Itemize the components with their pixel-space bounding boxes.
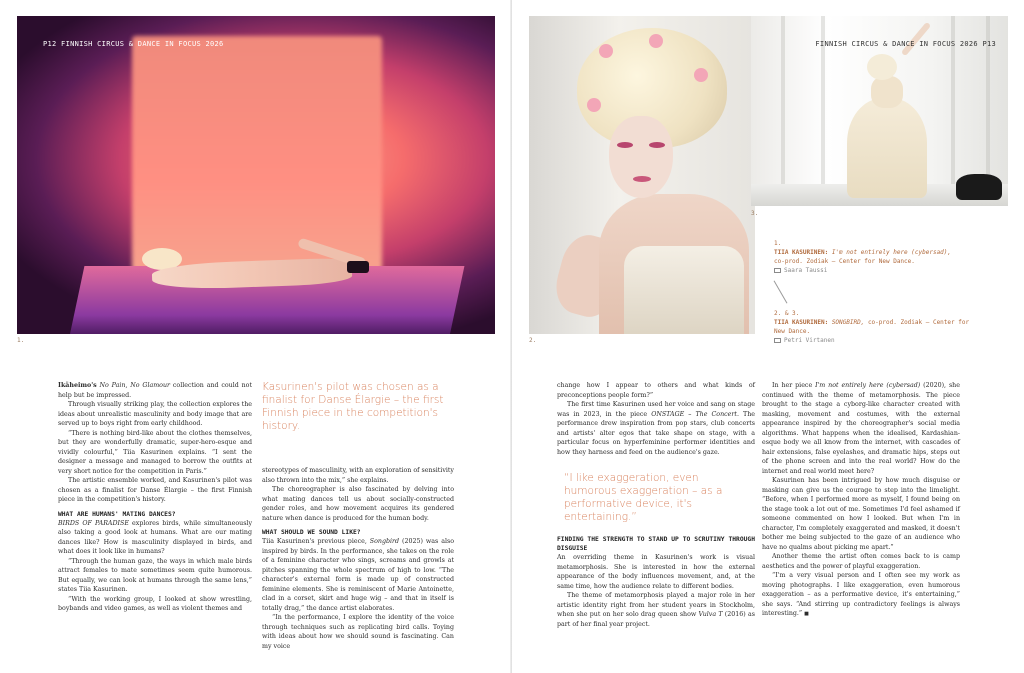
paragraph: Through visually striking play, the collection explores the ideas about unrealistic masculinity and body image that are served up to boys right from early childhood. (58, 401, 252, 427)
caption-work-title: I'm not entirely here (cybersad), (831, 249, 952, 256)
end-mark-icon: ■ (804, 611, 809, 617)
performer-torso (871, 76, 903, 108)
camera-icon (774, 338, 781, 343)
section-heading: WHAT ARE HUMANS' MATING DANCES? (58, 510, 176, 518)
wig-flower (587, 98, 601, 112)
caption-number: 2. & 3. (774, 310, 800, 317)
paragraph: Ikäheimo's No Pain, No Glamour collection and could not help but be impressed. (58, 382, 252, 399)
paragraph: change how I appear to others and what kinds of preconceptions people form?” (557, 382, 755, 399)
photo-number-1: 1. (17, 337, 25, 344)
caption-coproduction: co-prod. Zodiak – Center for New Dance. (774, 258, 915, 265)
performer-raised-arm (901, 22, 931, 56)
paragraph: The choreographer is also fascinated by delving into what mating dances tell us about socially-constructed gender roles, and how movement acquires its gendered nature when dance is produced for the human body. (262, 486, 454, 522)
paragraph: “With the working group, I looked at show wrestling, boybands and video games, as well as violent themes and (58, 595, 252, 612)
performer-shoe (347, 261, 369, 273)
caption-coproduction: co-prod. Zodiak – Center for New Dance. (774, 319, 970, 335)
pull-quote-left: Kasurinen's pilot was chosen as a finalist for Danse Élargie – the first Finnish piece in the competition's history. (262, 381, 444, 432)
photo-performer-closeup (529, 16, 755, 334)
pull-quote-right: “I like exaggeration, even humorous exaggeration – as a performative device, it's entertaining.” (564, 472, 723, 523)
text-column-3-continued (557, 535, 755, 629)
section-heading: WHAT SHOULD WE SOUND LIKE? (262, 529, 361, 536)
performer-corset (624, 246, 744, 334)
caption-artist: TIIA KASURINEN: (774, 319, 829, 326)
wig-flower (694, 68, 708, 82)
photo-performer-lying-on-stage (17, 16, 495, 334)
performer-head (867, 54, 897, 80)
paragraph: BIRDS OF PARADISE explores birds, while simultaneously also taking a good look at humans. What are our mating dances like? How is masculinity displayed in birds, and what does it look like in humans? (58, 519, 253, 555)
caption-work-title: SONGBIRD, (831, 319, 865, 326)
photo-number-2: 2. (529, 337, 537, 344)
paragraph: An overriding theme in Kasurinen's work is visual metamorphosis. She is interested in how the external appearance of the body influences movement, and, at the same time, how the audience relate to different bodies. (557, 554, 755, 590)
photo-captions (774, 239, 974, 345)
text-column-4 (762, 381, 960, 620)
performer-face (609, 116, 673, 198)
text-column-2 (262, 466, 454, 651)
paragraph: Another theme the artist often comes back to is camp aesthetics and the power of playful exaggeration. (762, 553, 960, 570)
paragraph: In her piece I'm not entirely here (cybersad) (2020), she continued with the theme of metamorphosis. The piece brought to the stage a cyborg-like character created with masking, movement and costumes, with the external appearance inspired by the choreographer's social media algorithms. What happens when the idealised, Kardashian-esque body we all know from the internet, with cascades of hair extensions, false eyelashes, and dramatic hips, steps out of the phone screen and into the real world? How do the internet and real world meet here? (762, 382, 960, 475)
paragraph: The artistic ensemble worked, and Kasurinen's pilot was chosen as a finalist for Danse Élargie – the first Finnish piece in the competition's history. (58, 477, 252, 503)
paragraph: Tiia Kasurinen's previous piece, Songbird (2025) was also inspired by birds. In the performance, she takes on the role of a feminine character who sings, screams and growls at pitches spanning the whole spectrum of high to low. “The character's external form is made up of constructed feminine elements. She is reminiscent of Marie Antoinette, clad in a corset, skirt and huge wig – and that in itself is totally drag,” the dance artist elaborates. (262, 538, 454, 612)
photo-performer-in-gown (751, 16, 1008, 206)
photo-number-3: 3. (751, 210, 759, 217)
performer-eye (649, 142, 665, 148)
paragraph: “Through the human gaze, the ways in which male birds attract females to mate sometimes seem quite humorous. But equally, we can look at humans through the same lens,” states Tiia Kasurinen. (58, 557, 252, 593)
text-column-1 (58, 381, 252, 614)
photo-credit: Petri Virtanen (774, 336, 974, 345)
paragraph: “I'm a very visual person and I often see my work as moving photographs. I like exaggeration, even humorous exaggeration – as a performative device, it's entertaining,” she says. “And stirring up contradictory feelings is always interesting.” ■ (762, 572, 960, 617)
paragraph: stereotypes of masculinity, with an exploration of sensitivity also thrown into the mix,” she explains. (262, 467, 454, 484)
performer-lips (633, 176, 651, 182)
stage-backdrop (132, 36, 382, 271)
performer-eye (617, 142, 633, 148)
caption-separator (774, 280, 788, 303)
caption-artist: TIIA KASURINEN: (774, 249, 829, 256)
paragraph: The theme of metamorphosis played a major role in her artistic identity right from her student years in Stockholm, when she put on her solo drag queen show Vulva T (2016) as part of her final year project. (557, 592, 755, 628)
caption-number: 1. (774, 240, 782, 247)
camera-icon (774, 268, 781, 273)
section-heading: FINDING THE STRENGTH TO STAND UP TO SCRUTINY THROUGH DISGUISE (557, 536, 755, 552)
paragraph: “In the performance, I explore the identity of the voice through techniques such as replicating bird calls. Toying with ideas about how we should sound is fascinating. Can my voice (262, 614, 454, 650)
text-column-3 (557, 381, 755, 457)
page-header-left: P12 FINNISH CIRCUS & DANCE IN FOCUS 2026 (43, 40, 224, 48)
right-page (512, 0, 1024, 673)
curtain-fold (781, 16, 785, 186)
stage-speaker (956, 174, 1002, 200)
paragraph: “There is nothing bird-like about the clothes themselves, but they are wonderfully dramatic, super-hero-esque and vividly colourful,” Tiia Kasurinen explains. “I sent the designer a message and managed to borrow the outfits at very short notice for the competition in Paris.” (58, 429, 252, 475)
paragraph: Kasurinen has been intrigued by how much disguise or masking can give us the courage to step into the limelight. “Before, when I performed more as myself, I found being on the stage took a lot out of me. Sometimes I'd feel ashamed if someone commented on how I looked. But when I'm in character, I'm completely exaggerated and masked, it doesn't bother me being subjected to the gaze of an audience who have no qualms about picking me apart.” (762, 477, 960, 551)
photo-credit: Saara Taussi (774, 266, 974, 275)
wig-flower (599, 44, 613, 58)
page-header-right: FINNISH CIRCUS & DANCE IN FOCUS 2026 P13 (815, 40, 996, 48)
paragraph: The first time Kasurinen used her voice and sang on stage was in 2023, in the piece ONSTAGE – The Concert. The performance drew inspiration from pop stars, club concerts and artists' alter egos that take shape on stage, with a particular focus on hyperfeminine performer identities and how they harness and feed on the audience's gaze. (557, 401, 755, 456)
wig-flower (649, 34, 663, 48)
performer-gown (847, 98, 927, 198)
